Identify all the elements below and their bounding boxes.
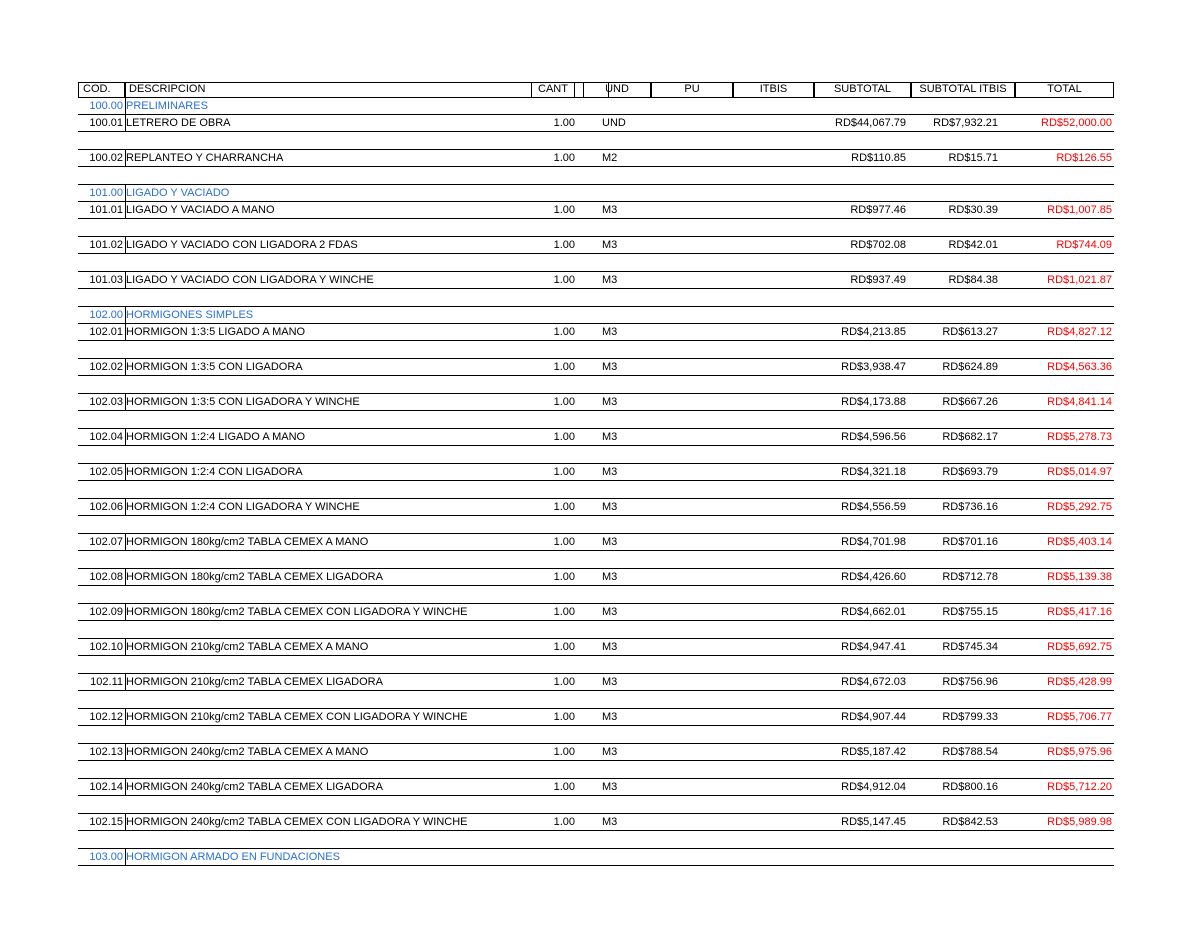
spacer-row	[78, 446, 1114, 463]
spacer-row	[78, 586, 1114, 603]
item-cant: 1.00	[553, 274, 575, 286]
table-row	[78, 393, 1114, 411]
table-row	[78, 323, 1114, 341]
item-code: 102.05	[78, 464, 126, 480]
item-und: M3	[602, 466, 618, 478]
spacer-row	[78, 376, 1114, 393]
item-description: HORMIGON 1:2:4 LIGADO A MANO	[126, 431, 306, 443]
table-row	[78, 568, 1114, 586]
item-und: M3	[602, 641, 618, 653]
section-code: 102.00	[78, 307, 126, 323]
table-row	[78, 498, 1114, 516]
item-code: 102.09	[78, 604, 126, 620]
item-cant: 1.00	[553, 571, 575, 583]
item-subtotal: RD$3,938.47	[841, 361, 906, 373]
spacer-row	[78, 341, 1114, 358]
item-total: RD$5,692.75	[1047, 641, 1112, 653]
item-total: RD$4,827.12	[1047, 326, 1112, 338]
item-subtotal-itbis: RD$667.26	[942, 396, 998, 408]
item-description: HORMIGON 210kg/cm2 TABLA CEMEX CON LIGADORA Y WINCHE	[126, 711, 468, 723]
item-und: M3	[602, 746, 618, 758]
item-cant: 1.00	[553, 239, 575, 251]
table-row	[78, 428, 1114, 446]
item-cant: 1.00	[553, 361, 575, 373]
item-cant: 1.00	[553, 676, 575, 688]
section-title: PRELIMINARES	[126, 100, 208, 112]
item-und: M3	[602, 431, 618, 443]
item-code: 102.07	[78, 534, 126, 550]
table-row	[78, 149, 1114, 167]
item-total: RD$4,841.14	[1047, 396, 1112, 408]
item-subtotal-itbis: RD$7,932.21	[933, 117, 998, 129]
item-total: RD$1,007.85	[1047, 204, 1112, 216]
item-subtotal-itbis: RD$745.34	[942, 641, 998, 653]
item-subtotal: RD$937.49	[850, 274, 906, 286]
item-description: HORMIGON 180kg/cm2 TABLA CEMEX CON LIGADORA Y WINCHE	[126, 606, 468, 618]
item-subtotal: RD$977.46	[850, 204, 906, 216]
item-total: RD$5,428.99	[1047, 676, 1112, 688]
item-code: 102.13	[78, 744, 126, 760]
table-row	[78, 743, 1114, 761]
item-und: M3	[602, 711, 618, 723]
item-description: HORMIGON 240kg/cm2 TABLA CEMEX LIGADORA	[126, 781, 383, 793]
item-und: M3	[602, 501, 618, 513]
item-description: HORMIGON 1:2:4 CON LIGADORA	[126, 466, 303, 478]
item-und: M3	[602, 781, 618, 793]
item-subtotal: RD$4,596.56	[841, 431, 906, 443]
item-subtotal: RD$4,907.44	[841, 711, 906, 723]
item-code: 102.01	[78, 324, 126, 340]
item-description: HORMIGON 1:3:5 CON LIGADORA Y WINCHE	[126, 396, 360, 408]
item-subtotal-itbis: RD$800.16	[942, 781, 998, 793]
item-cant: 1.00	[553, 711, 575, 723]
item-cant: 1.00	[553, 396, 575, 408]
item-description: HORMIGON 240kg/cm2 TABLA CEMEX A MANO	[126, 746, 369, 758]
table-row	[78, 638, 1114, 656]
item-und: M3	[602, 571, 618, 583]
item-und: M3	[602, 361, 618, 373]
table-row	[78, 603, 1114, 621]
item-total: RD$52,000.00	[1041, 117, 1112, 129]
spacer-row	[78, 167, 1114, 184]
item-code: 101.02	[78, 237, 126, 253]
item-description: HORMIGON 1:2:4 CON LIGADORA Y WINCHE	[126, 501, 360, 513]
item-subtotal-itbis: RD$756.96	[942, 676, 998, 688]
item-total: RD$744.09	[1056, 239, 1112, 251]
item-und: M3	[602, 326, 618, 338]
item-cant: 1.00	[553, 204, 575, 216]
item-subtotal-itbis: RD$712.78	[942, 571, 998, 583]
header-und: UND	[583, 82, 651, 98]
item-cant: 1.00	[553, 466, 575, 478]
item-code: 102.04	[78, 429, 126, 445]
spacer-row	[78, 516, 1114, 533]
item-subtotal: RD$5,147.45	[841, 816, 906, 828]
item-code: 102.15	[78, 814, 126, 830]
item-code: 102.06	[78, 499, 126, 515]
item-cant: 1.00	[553, 536, 575, 548]
item-subtotal-itbis: RD$84.38	[948, 274, 998, 286]
section-row	[78, 184, 1114, 201]
item-und: UND	[602, 117, 626, 129]
section-code: 101.00	[78, 185, 126, 201]
section-row	[78, 98, 1114, 114]
item-subtotal: RD$4,213.85	[841, 326, 906, 338]
item-cant: 1.00	[553, 431, 575, 443]
item-description: HORMIGON 210kg/cm2 TABLA CEMEX A MANO	[126, 641, 369, 653]
item-subtotal: RD$4,556.59	[841, 501, 906, 513]
spacer-row	[78, 831, 1114, 848]
header-cod: COD.	[78, 82, 125, 98]
item-und: M3	[602, 239, 618, 251]
item-und: M3	[602, 204, 618, 216]
item-code: 102.08	[78, 569, 126, 585]
item-cant: 1.00	[553, 641, 575, 653]
header-row	[78, 82, 1114, 98]
item-description: LIGADO Y VACIADO CON LIGADORA 2 FDAS	[126, 239, 358, 251]
item-cant: 1.00	[553, 746, 575, 758]
item-total: RD$5,989.98	[1047, 816, 1112, 828]
item-code: 102.02	[78, 359, 126, 375]
item-subtotal-itbis: RD$613.27	[942, 326, 998, 338]
item-subtotal-itbis: RD$842.53	[942, 816, 998, 828]
item-description: REPLANTEO Y CHARRANCHA	[126, 152, 284, 164]
spacer-row	[78, 691, 1114, 708]
item-subtotal-itbis: RD$799.33	[942, 711, 998, 723]
table-row	[78, 463, 1114, 481]
budget-sheet	[78, 82, 1114, 866]
section-row	[78, 848, 1114, 866]
item-description: HORMIGON 240kg/cm2 TABLA CEMEX CON LIGADORA Y WINCHE	[126, 816, 468, 828]
item-total: RD$126.55	[1056, 152, 1112, 164]
item-total: RD$4,563.36	[1047, 361, 1112, 373]
spacer-row	[78, 132, 1114, 149]
item-description: HORMIGON 1:3:5 CON LIGADORA	[126, 361, 303, 373]
item-total: RD$5,278.73	[1047, 431, 1112, 443]
item-und: M3	[602, 274, 618, 286]
item-description: HORMIGON 180kg/cm2 TABLA CEMEX A MANO	[126, 536, 369, 548]
spacer-row	[78, 621, 1114, 638]
item-subtotal: RD$110.85	[851, 152, 906, 164]
item-und: M3	[602, 676, 618, 688]
item-subtotal: RD$4,662.01	[841, 606, 906, 618]
item-subtotal-itbis: RD$682.17	[942, 431, 998, 443]
item-description: LIGADO Y VACIADO CON LIGADORA Y WINCHE	[126, 274, 374, 286]
item-total: RD$5,139.38	[1047, 571, 1112, 583]
item-subtotal-itbis: RD$42.01	[948, 239, 998, 251]
item-subtotal: RD$702.08	[850, 239, 906, 251]
spacer-row	[78, 481, 1114, 498]
table-row	[78, 114, 1114, 132]
spacer-row	[78, 219, 1114, 236]
item-subtotal: RD$4,912.04	[841, 781, 906, 793]
item-und: M3	[602, 396, 618, 408]
table-row	[78, 813, 1114, 831]
section-title: HORMIGON ARMADO EN FUNDACIONES	[126, 851, 340, 863]
table-row	[78, 673, 1114, 691]
item-und: M3	[602, 816, 618, 828]
header-subtotal-itbis: SUBTOTAL ITBIS	[911, 82, 1015, 98]
table-row	[78, 708, 1114, 726]
item-und: M3	[602, 536, 618, 548]
item-subtotal: RD$44,067.79	[835, 117, 906, 129]
table-body	[78, 98, 1114, 866]
table-row	[78, 358, 1114, 376]
item-und: M2	[602, 152, 618, 164]
header-pu: PU	[651, 82, 733, 98]
item-code: 102.12	[78, 709, 126, 725]
item-total: RD$5,975.96	[1047, 746, 1112, 758]
item-total: RD$5,706.77	[1047, 711, 1112, 723]
item-subtotal: RD$4,672.03	[841, 676, 906, 688]
spacer-row	[78, 551, 1114, 568]
item-cant: 1.00	[553, 606, 575, 618]
item-subtotal: RD$4,173.88	[841, 396, 906, 408]
item-subtotal-itbis: RD$736.16	[942, 501, 998, 513]
item-subtotal-itbis: RD$15.71	[948, 152, 998, 164]
item-total: RD$5,712.20	[1047, 781, 1112, 793]
item-total: RD$5,417.16	[1047, 606, 1112, 618]
spacer-row	[78, 289, 1114, 306]
item-code: 102.03	[78, 394, 126, 410]
section-title: LIGADO Y VACIADO	[126, 187, 230, 199]
item-code: 102.11	[78, 674, 126, 690]
item-subtotal-itbis: RD$701.16	[942, 536, 998, 548]
spacer-row	[78, 656, 1114, 673]
item-code: 100.01	[78, 115, 126, 131]
table-row	[78, 778, 1114, 796]
item-cant: 1.00	[553, 781, 575, 793]
spacer-row	[78, 761, 1114, 778]
item-subtotal-itbis: RD$788.54	[942, 746, 998, 758]
item-subtotal: RD$4,701.98	[841, 536, 906, 548]
item-cant: 1.00	[553, 501, 575, 513]
table-row	[78, 271, 1114, 289]
item-und: M3	[602, 606, 618, 618]
table-row	[78, 533, 1114, 551]
item-description: LETRERO DE OBRA	[126, 117, 231, 129]
item-code: 101.03	[78, 272, 126, 288]
spacer-row	[78, 411, 1114, 428]
item-code: 100.02	[78, 150, 126, 166]
item-code: 102.14	[78, 779, 126, 795]
item-subtotal: RD$5,187.42	[841, 746, 906, 758]
item-code: 101.01	[78, 202, 126, 218]
spacer-row	[78, 796, 1114, 813]
header-descripcion: DESCRIPCION	[125, 82, 609, 98]
item-subtotal: RD$4,947.41	[841, 641, 906, 653]
item-description: HORMIGON 1:3:5 LIGADO A MANO	[126, 326, 306, 338]
header-subtotal: SUBTOTAL	[814, 82, 911, 98]
item-subtotal: RD$4,321.18	[841, 466, 906, 478]
spacer-row	[78, 254, 1114, 271]
item-total: RD$1,021.87	[1047, 274, 1112, 286]
item-cant: 1.00	[553, 117, 575, 129]
item-description: HORMIGON 180kg/cm2 TABLA CEMEX LIGADORA	[126, 571, 383, 583]
item-code: 102.10	[78, 639, 126, 655]
header-itbis: ITBIS	[733, 82, 814, 98]
header-cant: CANT	[531, 82, 575, 98]
item-subtotal: RD$4,426.60	[841, 571, 906, 583]
item-cant: 1.00	[553, 326, 575, 338]
spacer-row	[78, 726, 1114, 743]
item-subtotal-itbis: RD$30.39	[948, 204, 998, 216]
item-subtotal-itbis: RD$624.89	[942, 361, 998, 373]
table-row	[78, 201, 1114, 219]
item-subtotal-itbis: RD$693.79	[942, 466, 998, 478]
item-total: RD$5,403.14	[1047, 536, 1112, 548]
section-title: HORMIGONES SIMPLES	[126, 309, 254, 321]
section-code: 103.00	[78, 849, 126, 865]
item-description: LIGADO Y VACIADO A MANO	[126, 204, 275, 216]
item-total: RD$5,292.75	[1047, 501, 1112, 513]
section-code: 100.00	[78, 98, 126, 114]
table-row	[78, 236, 1114, 254]
item-description: HORMIGON 210kg/cm2 TABLA CEMEX LIGADORA	[126, 676, 383, 688]
item-cant: 1.00	[553, 816, 575, 828]
item-total: RD$5,014.97	[1047, 466, 1112, 478]
item-subtotal-itbis: RD$755.15	[942, 606, 998, 618]
item-cant: 1.00	[553, 152, 575, 164]
header-total: TOTAL	[1015, 82, 1114, 98]
section-row	[78, 306, 1114, 323]
